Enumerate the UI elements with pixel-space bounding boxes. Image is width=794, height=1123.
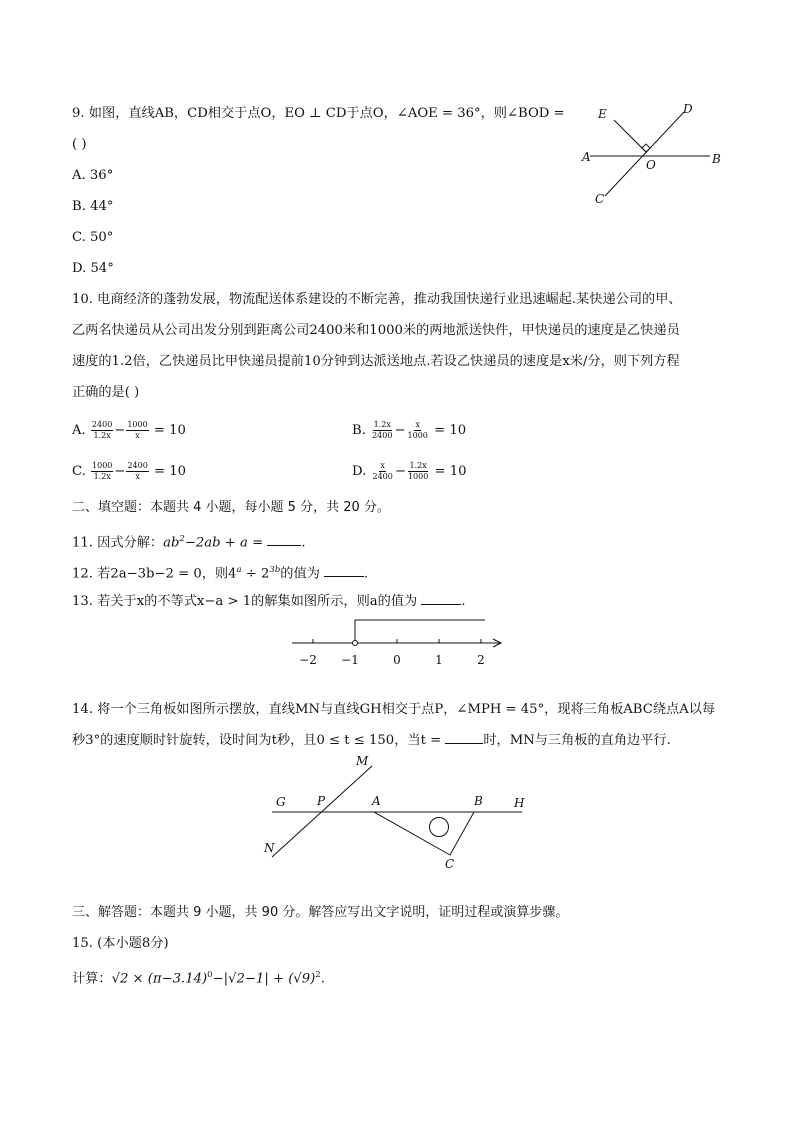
solution-ray — [355, 620, 485, 643]
right-angle-mark — [642, 144, 650, 152]
ray-oe — [614, 120, 646, 152]
label-e: E — [598, 107, 607, 121]
q13-answer-blank[interactable] — [421, 604, 461, 605]
q14-figure — [262, 752, 532, 874]
q9-option-c[interactable]: C. 50° — [72, 230, 114, 245]
q10-line2: 乙两名快递员从公司出发分别到距离公司2400米和1000米的两地派送快件，甲快递员的速度是乙快递员 — [72, 323, 680, 338]
q10-option-a[interactable]: A. $\frac{2400}{1.2x}$ − $\frac{1000}{x}$ = 10 — [72, 420, 186, 440]
tick-label-minus2: −2 — [299, 653, 317, 667]
q10-option-d[interactable]: D. $\frac{x}{2400}$ − $\frac{1.2x}{1000}$ = 10 — [352, 461, 467, 481]
q14-line1: 14. 将一个三角板如图所示摆放，直线MN与直线GH相交于点P，∠MPH = 45°，现将三角板ABC绕点A以每 — [72, 702, 716, 717]
q10-option-c[interactable]: C. $\frac{1000}{1.2x}$ − $\frac{2400}{x}$ = 10 — [72, 461, 187, 481]
label-d: D — [683, 102, 693, 116]
q15-title: 15. (本小题8分) — [72, 936, 169, 951]
triangle-hole — [430, 818, 449, 837]
label-b: B — [474, 794, 483, 808]
q10-line3: 速度的1.2倍，乙快递员比甲快递员提前10分钟到达派送地点.若设乙快递员的速度是x米/分，则下列方程 — [72, 354, 680, 369]
q13: 13. 若关于x的不等式x−a > 1的解集如图所示，则a的值为 . — [72, 594, 466, 609]
open-point — [353, 641, 358, 646]
q10-option-b[interactable]: B. $\frac{1.2x}{2400}$ − $\frac{x}{1000}$ = 10 — [352, 420, 467, 440]
q10-line4: 正确的是( ) — [72, 385, 140, 400]
q12: 12. 若2a−3b−2 = 0，则$4^a \div 2^{3b}$的值为 . — [72, 565, 369, 582]
label-n: N — [264, 841, 275, 855]
section2-heading: 二、填空题：本题共 4 小题，每小题 5 分，共 20 分。 — [72, 500, 390, 515]
q9-figure — [580, 100, 730, 210]
label-m: M — [356, 754, 369, 768]
q9-paren: ( ) — [72, 137, 87, 152]
q11: 11. 因式分解：$ab^2-2ab + a$ = . — [72, 534, 306, 551]
label-h: H — [514, 796, 525, 810]
q9-option-a[interactable]: A. 36° — [72, 168, 114, 183]
q10-line1: 10. 电商经济的蓬勃发展，物流配送体系建设的不断完善，推动我国快递行业迅速崛起.某快递公司的甲、 — [72, 292, 682, 307]
q14-line2: 秒3°的速度顺时针旋转，设时间为t秒，且0 ≤ t ≤ 150，当t = 时，MN与三角板的直角边平行. — [72, 733, 671, 748]
line-cd — [605, 112, 684, 196]
label-g: G — [276, 795, 286, 809]
q9-option-b[interactable]: B. 44° — [72, 199, 114, 214]
q13-number-line — [288, 614, 508, 670]
q11-answer-blank[interactable] — [267, 545, 301, 546]
q12-answer-blank[interactable] — [324, 576, 364, 577]
label-c: C — [445, 857, 455, 871]
q9-option-d[interactable]: D. 54° — [72, 261, 114, 276]
q14-answer-blank[interactable] — [445, 743, 483, 744]
tick-label-minus1: −1 — [341, 653, 359, 667]
label-b: B — [712, 152, 721, 166]
label-a: A — [582, 150, 591, 164]
label-p: P — [317, 794, 326, 808]
label-o: O — [646, 158, 656, 172]
q9-stem: 9. 如图，直线AB，CD相交于点O，EO ⊥ CD于点O，∠AOE = 36°，则∠BOD = — [72, 106, 565, 121]
tick-label-2: 2 — [477, 653, 485, 667]
q15-expression: 计算：$√2 \times (\pi-3.14)^0-|√2-1| + (√9)^2$. — [72, 970, 325, 987]
tick-label-0: 0 — [393, 653, 401, 667]
triangle-abc — [374, 812, 474, 855]
label-c: C — [595, 192, 605, 206]
label-a: A — [372, 794, 381, 808]
section3-heading: 三、解答题：本题共 9 小题，共 90 分。解答应写出文字说明，证明过程或演算步骤。 — [72, 905, 569, 920]
tick-label-1: 1 — [435, 653, 443, 667]
